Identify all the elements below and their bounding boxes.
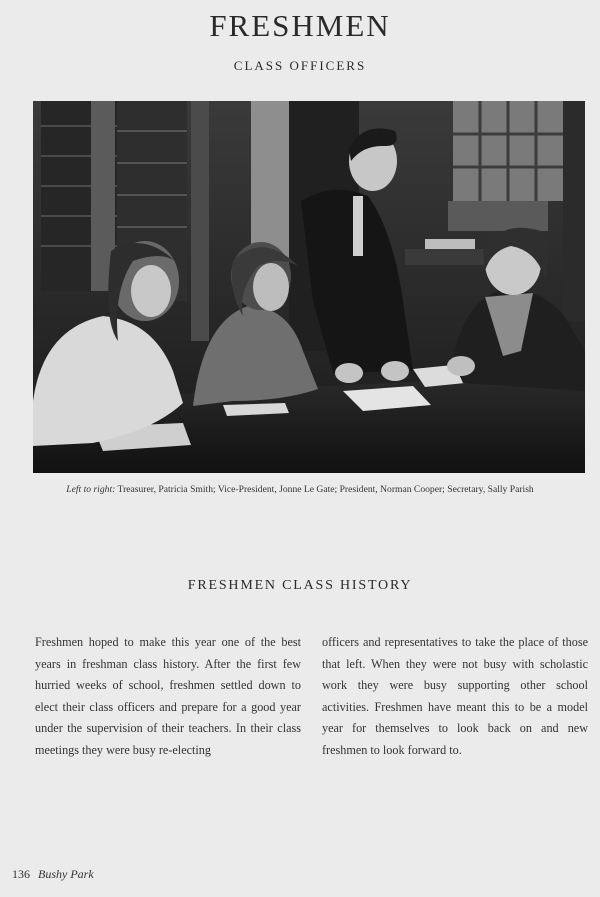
caption-lead: Left to right: (66, 484, 116, 495)
class-officers-photo (33, 101, 585, 473)
page-subtitle: CLASS OFFICERS (233, 58, 367, 73)
page-footer (12, 867, 94, 882)
class-history-heading: FRESHMEN CLASS HISTORY (187, 578, 413, 593)
page-title: FRESHMEN (209, 8, 391, 43)
publication-name: Bushy Park (38, 867, 94, 881)
photo-caption (0, 484, 600, 495)
page-number: 136 (12, 867, 30, 881)
history-column-right: officers and representatives to take the place of those that left. When they were not busy with scholastic work they were busy supporting other school activities. Freshmen have meant this to be a model year for themselves to look back on and new freshmen to look forward to. (322, 635, 588, 757)
caption-text: Treasurer, Patricia Smith; Vice-President, Jonne Le Gate; President, Norman Cooper; Secretary, Sally Parish (117, 484, 534, 495)
history-column-left: Freshmen hoped to make this year one of the best years in freshman class history. After the first few hurried weeks of school, freshmen settled down to elect their class officers and prepare for a good year under the supervision of their teachers. In their class meetings they were busy re-electing (35, 635, 301, 757)
